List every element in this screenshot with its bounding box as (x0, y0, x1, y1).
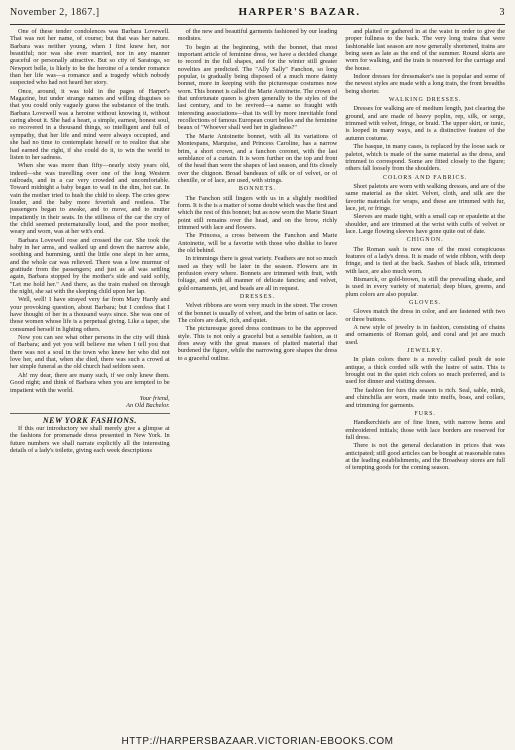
column-3 (345, 28, 505, 732)
paragraph: If this our introductory we shall merely give a glimpse at the fashions for promenade dress presented in New York. In future numbers we shall narrate explicitly all the interesting details of a lady's toilette, giving each week descriptions (10, 424, 170, 454)
paragraph: Barbara Lovewell rose and crossed the car. She took the baby in her arms, and walked up and down the narrow aisle, soothing and humming, until the little one slept in her arms, and the whole car was relieved. There was a low murmur of gratitude from the passengers; and just as all was settling again, Barbara stopped by the mother's side and said softly, "Let me hold her." And there, as the train rushed on through the night, she sat with the sleeping child upon her lap. (10, 236, 170, 296)
paragraph: Velvet ribbons are worn very much in the street. The crown of the bonnet is usually of velvet, and the brim of satin or lace. The colors are dark, rich, and quiet. (177, 302, 338, 325)
subheading: COLORS AND FABRICS. (382, 174, 468, 181)
paragraph: The Princess, a cross between the Fanchon and Marie Antoinette, will be a favorite with those who dislike to leave the old behind. (177, 232, 338, 254)
page-header (10, 6, 505, 24)
subheading: BONNETS. (238, 186, 277, 193)
signoff-signature: An Old Bachelor. (126, 402, 170, 410)
paragraph: and plaited or gathered in at the waist in order to give the proper fullness to the back. The very long trains that were fashionable last season are now generally shortened, trains are being seen as late as the end of the summer. Round skirts are worn for walking, and the train is reserved for the carriage and the house. (345, 28, 505, 72)
issue-date: November 2, 1867.] (10, 7, 100, 18)
column-1 (10, 28, 170, 732)
paragraph: The Marie Antoinette bonnet, with all its variations of Montespans, Marquise, and Princess Caroline, has a narrow brim, a short crown, and a fanchon coronet, with the last semblance of a curtain. It is worn further on the top and front of the head than were the shapes of last season, and fits closely over the chignon. Broad bandeaux of silk or of velvet, or of chenille, or of lace, are used, with strings. (177, 132, 338, 184)
paragraph: The Roman sash is now one of the most conspicuous features of a lady's dress. It is made of wide ribbon, with deep fringe, and is tied at the back. Sashes of black silk, trimmed with lace, are also much worn. (345, 245, 505, 275)
paragraph: In trimmings there is great variety. Feathers are not so much used as they will be later in the season. Flowers are in profusion every where. Bonnets are trimmed with fruit, with foliage, and with all manner of delicate fancies; and velvet, gold ornaments, jet, and beads are all in request. (177, 255, 338, 292)
paragraph: Ah! my dear, there are many such, if we only knew them. Good night; and think of Barbara when you are tempted to be impatient with the world. (10, 371, 170, 394)
subheading: DRESSES. (239, 294, 276, 301)
paragraph: There is not the general declaration in prices that was anticipated; still good articles can be bought at reasonable rates at the leading establishments, and the Broadway stores are full of tempting goods for the coming season. (345, 442, 505, 472)
article-columns (10, 28, 505, 732)
paragraph: Sleeves are made tight, with a small cap or epaulette at the shoulder, and are trimmed at the wrist with cuffs of velvet or lace. Large flowing sleeves have gone quite out of date. (345, 213, 505, 235)
page-number: 3 (499, 7, 505, 18)
paragraph: When she was more than fifty—nearly sixty years old, indeed—she was travelling over one of the long Western railroads, and in a car very crowded and uncomfortable. Toward midnight a baby began to wail in the dim, hot car. In vain the mother tried to hush the child to sleep. The cries grew louder, and the baby more feverish and restless. The passengers began to awake, and to move, and to mutter impatiently in their seats. In the stillness of the car the cry of the child seemed preternaturally loud, and the poor mother, weary and worn, was at her wit's end. (10, 162, 170, 236)
paragraph: Dresses for walking are of medium length, just clearing the ground, and are made of heavy poplin, rep, silk, or serge, trimmed with velvet, fringe, or braid. The upper skirt, or tunic, is looped in many ways, and is a distinctive feature of the autumn costume. (345, 105, 505, 142)
paragraph: One of these tender condolences was Barbara Lovewell. That was not her name, of course; but that was her nature. Barbara was neither young, when I first knew her, nor beautiful; nor was she ever married, nor in any manner graceful or personally attractive. But so city of Saratoga, so Newport belle, is likely to be the heroine of a tender romance than her life was—a romance and a tragedy which nobody suspected who had not heard her story. (10, 28, 170, 87)
paragraph: Indoor dresses for dressmaker's use is popular and some of the newest styles are made with a long train, the front breadths being shorter. (345, 73, 505, 95)
header-rule (10, 24, 505, 25)
paragraph: A new style of jewelry is in fashion, consisting of chains and ornaments of Roman gold, and coral and jet are much used. (345, 324, 505, 346)
paragraph: Gloves match the dress in color, and are fastened with two or three buttons. (345, 308, 505, 323)
paragraph: The Fanchon still lingers with us in a slightly modified form. It is the is a matter of some doubt which was the first and which the rest of this bonnet; but as now worn the Marie Stuart point still remains over the head, and on the brow, richly trimmed with lace and flowers. (177, 194, 338, 231)
paragraph: Now you can see what other persons in the city will think of Barbara; and yet you will believe me when I tell you that there was not a soul in the town who knew her who did not love her, and that, when she died, there was such a crowd at her simple funeral as the old church had seldom seen. (10, 334, 170, 371)
paragraph: To begin at the beginning, with the bonnet, that most important article of feminine dress, we have a decided change to record in the full shapes, and for the winter still greater novelties are predicted. The "Ally Sally" Fanchon, so long popular, is gradually being disposed of a much more dainty bonnet, more in keeping with the picturesque costumes now worn. This bonnet is called the Marie Antoinette. The crown of that unfortunate queen is given generally to the styles of the last century, and to be revived—a name so fraught with interesting associations—that its will by more inevitable fond recollections of famous European court belles and the feminine beaux of "Whoever shall wed her in gladness?" (177, 43, 338, 132)
letter-signoff (10, 395, 170, 410)
paragraph: The basque, in many cases, is replaced by the loose sack or paletot, which is made of the same material as the dress, and trimmed to correspond. Some are fitted closely to the figure; others fall loosely from the shoulders. (345, 143, 505, 173)
paragraph: Handkerchiefs are of fine linen, with narrow hems and embroidered initials; those with lace borders are reserved for full dress. (345, 419, 505, 441)
paragraph: The picturesque gored dress continues to be the approved style. This is not only a graceful but a sensible fashion, as it does away with the great masses of plaited material that burdened the figure, while the narrowing gore shapes the dress to a graceful outline. (177, 325, 338, 362)
section-title: NEW YORK FASHIONS. (10, 413, 170, 424)
subheading: GLOVES. (409, 300, 442, 307)
subheading: CHIGNON. (406, 237, 444, 244)
footer-url: HTTP://HARPERSBAZAAR.VICTORIAN-EBOOKS.COM (121, 736, 394, 747)
paragraph: Short paletots are worn with walking dresses, and are of the same material as the skirt. Velvet, cloth, and silk are the favorite materials for wraps, and these are trimmed with fur, lace, jet, or fringe. (345, 182, 505, 212)
paragraph: Once, around, it was told in the pages of Harper's Magazine, but under strange names and willing disguises so that you could only vaguely guess the substance of the truth. Barbara Lovewell was a heroine without knowing it, without caring about it. She had a heart, a simple, earnest, honest soul, so recovered in a thousand things, so intelligent and full of sympathy, that her life and mind were always occupied, and she had no time to contemplate herself or to realize that she had earned the right, if she could do it, to win the world to listen to her sadness. (10, 87, 170, 161)
publication-title: HARPER'S BAZAR. (238, 6, 361, 18)
subheading: JEWELRY. (407, 348, 444, 355)
paragraph: In plain colors there is a novelty called poult de soie antique, a thick corded silk with the lustre of satin. This is brought out in the quiet rich colors so much preferred, and is used for dinner and visiting dresses. (345, 356, 505, 386)
paragraph: Well, well! I have strayed very far from Mary Hardy and your provoking question, about Barbara; but I confess that I have thought of her in a thousand ways since. She was one of those women whose life is a perpetual giving. Like a taper, she consumed herself in lighting others. (10, 296, 170, 333)
paragraph: of the new and beautiful garments fashioned by our leading modistes. (177, 28, 338, 43)
paragraph: The fashion for furs this season is rich. Seal, sable, mink, and chinchilla are worn, made into muffs, boas, and collars, and trimming for garments. (345, 386, 505, 409)
subheading: FURS. (414, 410, 436, 417)
signoff-line: Your friend, (139, 394, 170, 402)
paragraph: Bismarck, or gold-brown, is still the prevailing shade, and is used in every variety of material; deep blues, greens, and plum colors are also popular. (345, 276, 505, 298)
subheading: WALKING DRESSES. (388, 97, 462, 104)
column-2 (178, 28, 338, 732)
